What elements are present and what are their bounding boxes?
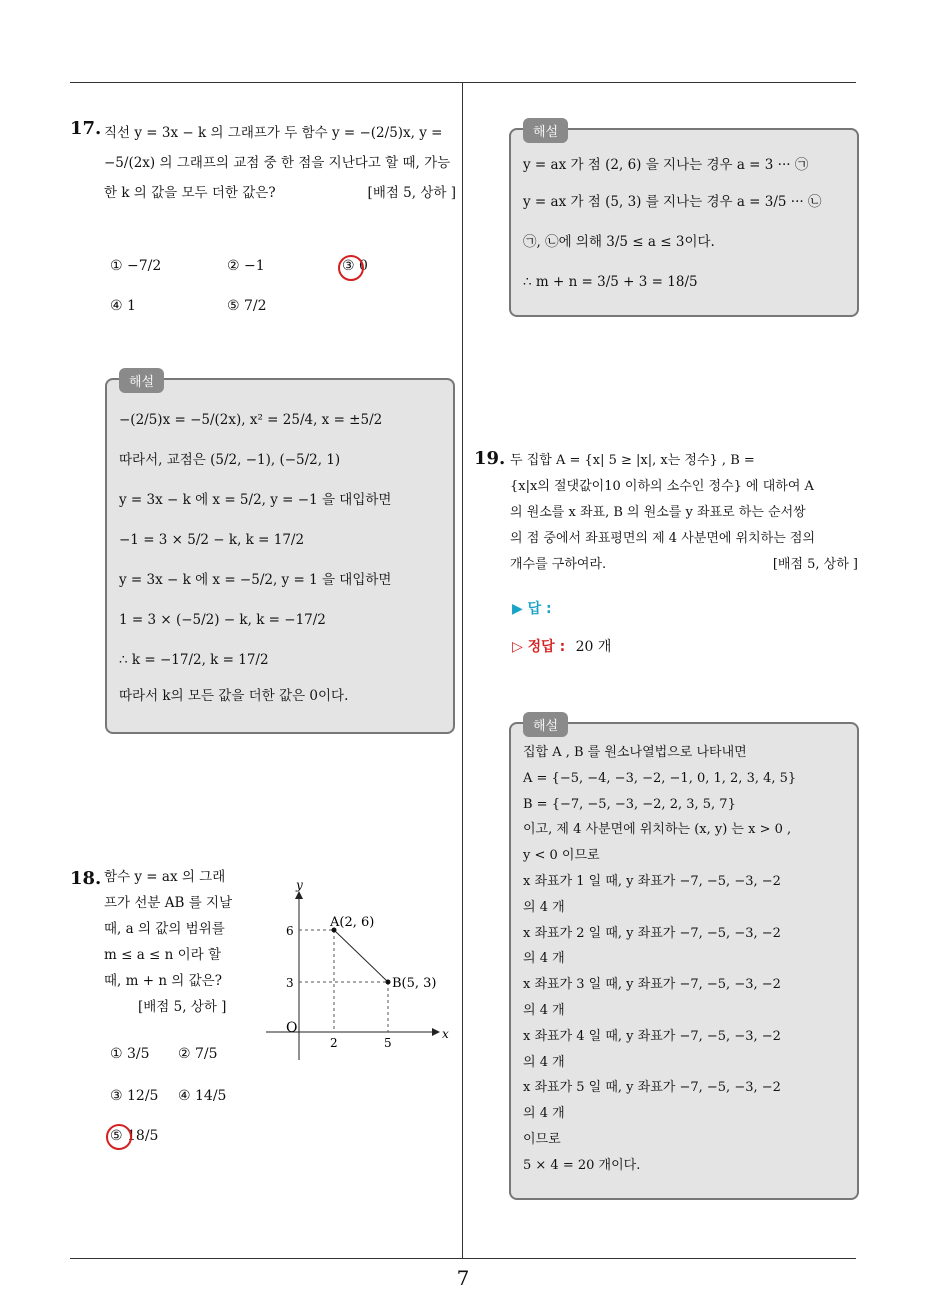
point-a-label: A(2, 6)	[330, 915, 375, 930]
question-text-line: 두 집합 A = {x| 5 ≥ |x|, x는 정수} , B =	[510, 453, 755, 468]
solution-line: y = ax 가 점 (5, 3) 를 지나는 경우 a = 3/5 ··· ㉡	[523, 194, 822, 210]
selected-answer-mark	[106, 1124, 132, 1150]
question-text-line: 프가 선분 AB 를 지날	[104, 895, 233, 911]
solution-line: ∴ k = −17/2, k = 17/2	[119, 652, 269, 668]
solution-line: B = {−7, −5, −3, −2, 2, 3, 5, 7}	[523, 796, 736, 812]
solution-box-19	[509, 719, 859, 1200]
solution-line: 이고, 제 4 사분면에 위치하는 (x, y) 는 x > 0 ,	[523, 822, 792, 838]
solution-box-17	[105, 375, 455, 734]
coordinate-graph	[258, 875, 458, 1065]
choice-5[interactable]: ⑤ 18/5	[110, 1128, 159, 1144]
selected-answer-mark	[338, 255, 364, 281]
point-b-label: B(5, 3)	[392, 976, 437, 991]
question-text-line: m ≤ a ≤ n 이라 할	[104, 947, 222, 963]
solution-line: y < 0 이므로	[523, 848, 600, 864]
solution-lines	[523, 740, 796, 1179]
answer-label: ▶ 답 :	[512, 601, 552, 617]
points-label: [배점 5, 상하 ]	[138, 999, 227, 1015]
question-text-line: 때, a 의 값의 범위를	[104, 921, 225, 937]
column-divider	[462, 82, 463, 1259]
solution-line: 집합 A , B 를 원소나열법으로 나타내면	[523, 745, 747, 760]
solution-line: 5 × 4 = 20 개이다.	[523, 1157, 641, 1173]
solution-tag: 해설	[119, 368, 164, 393]
correct-answer-row	[512, 636, 611, 656]
question-text	[510, 448, 858, 578]
question-text-line: 의 점 중에서 좌표평면의 제 4 사분면에 위치하는 점의	[510, 531, 816, 546]
y-axis-label: y	[296, 878, 303, 892]
question-text-line: {x|x의 절댓값이10 이하의 소수인 정수} 에 대하여 A	[510, 479, 814, 494]
choice-4[interactable]: ④ 1	[110, 298, 136, 314]
choice-4[interactable]: ④ 14/5	[178, 1088, 227, 1104]
question-text-line: 때, m + n 의 값은?	[104, 973, 222, 989]
solution-box-18	[509, 125, 859, 317]
question-number: 19.	[474, 448, 506, 469]
solution-line: 1 = 3 × (−5/2) − k, k = −17/2	[119, 612, 326, 628]
point-b	[386, 980, 391, 985]
solution-line: x 좌표가 3 일 때, y 좌표가 −7, −5, −3, −2	[523, 977, 781, 993]
solution-line: y = 3x − k 에 x = 5/2, y = −1 을 대입하면	[119, 492, 392, 508]
choice-3[interactable]: ③ 0	[342, 258, 368, 274]
page-number: 7	[456, 1266, 470, 1290]
question-number: 17.	[70, 118, 102, 139]
question-text	[104, 118, 456, 208]
bottom-rule	[70, 1258, 856, 1259]
solution-line: x 좌표가 5 일 때, y 좌표가 −7, −5, −3, −2	[523, 1080, 781, 1096]
choice-2[interactable]: ② −1	[227, 258, 265, 274]
solution-lines	[119, 400, 391, 712]
solution-line: 따라서, 교점은 (5/2, −1), (−5/2, 1)	[119, 452, 341, 468]
solution-line: 따라서 k의 모든 값을 더한 값은 0이다.	[119, 688, 349, 704]
question-text-body: 직선 y = 3x − k 의 그래프가 두 함수 y = −(2/5)x, y = −5/(2x) 의 그래프의 교점 중 한 점을 지난다고 할 때, 가능한 k 의 값을 모두 더한 값은?	[104, 125, 451, 201]
choice-5[interactable]: ⑤ 7/2	[227, 298, 267, 314]
solution-line: x 좌표가 2 일 때, y 좌표가 −7, −5, −3, −2	[523, 925, 781, 941]
question-text-line: 의 원소를 x 좌표, B 의 원소를 y 좌표로 하는 순서쌍	[510, 505, 806, 520]
question-text-line: 함수 y = ax 의 그래	[104, 869, 226, 885]
solution-line: x 좌표가 4 일 때, y 좌표가 −7, −5, −3, −2	[523, 1028, 781, 1044]
x-tick-label: 2	[330, 1036, 338, 1050]
solution-line: 의 4 개	[523, 951, 565, 967]
x-axis-label: x	[442, 1027, 449, 1041]
solution-line: 이므로	[523, 1131, 561, 1147]
y-tick-label: 3	[286, 976, 294, 990]
points-label: [배점 5, 상하 ]	[367, 185, 456, 201]
correct-answer-value: 20 개	[575, 639, 612, 655]
solution-line: 의 4 개	[523, 899, 565, 915]
solution-lines	[523, 148, 821, 302]
solution-tag: 해설	[523, 118, 568, 143]
points-label: [배점 5, 상하 ]	[772, 557, 858, 572]
choice-1[interactable]: ① 3/5	[110, 1046, 150, 1062]
question-text-line	[510, 552, 858, 578]
question-text-end: 개수를 구하여라.	[510, 557, 607, 572]
question-text	[104, 864, 254, 1020]
solution-tag: 해설	[523, 712, 568, 737]
origin-label: O	[286, 1020, 298, 1036]
solution-line: y = ax 가 점 (2, 6) 을 지나는 경우 a = 3 ··· ㉠	[523, 157, 809, 173]
x-tick-label: 5	[384, 1036, 392, 1050]
solution-line: ㉠, ㉡에 의해 3/5 ≤ a ≤ 3이다.	[523, 234, 715, 250]
solution-line: 의 4 개	[523, 1106, 565, 1122]
choice-3[interactable]: ③ 12/5	[110, 1088, 159, 1104]
solution-line: −(2/5)x = −5/(2x), x² = 25/4, x = ±5/2	[119, 412, 383, 428]
solution-line: −1 = 3 × 5/2 − k, k = 17/2	[119, 532, 305, 548]
solution-line: ∴ m + n = 3/5 + 3 = 18/5	[523, 274, 698, 290]
solution-line: y = 3x − k 에 x = −5/2, y = 1 을 대입하면	[119, 572, 392, 588]
segment-ab	[334, 930, 388, 982]
solution-line: A = {−5, −4, −3, −2, −1, 0, 1, 2, 3, 4, 5}	[523, 770, 797, 786]
top-rule	[70, 82, 856, 83]
solution-line: 의 4 개	[523, 1054, 565, 1070]
choice-2[interactable]: ② 7/5	[178, 1046, 218, 1062]
correct-answer-label: ▷ 정답 :	[512, 639, 566, 655]
solution-line: 의 4 개	[523, 1002, 565, 1018]
solution-line: x 좌표가 1 일 때, y 좌표가 −7, −5, −3, −2	[523, 873, 781, 889]
answer-row	[512, 598, 552, 618]
question-number: 18.	[70, 868, 102, 889]
y-tick-label: 6	[286, 924, 294, 938]
choice-1[interactable]: ① −7/2	[110, 258, 162, 274]
